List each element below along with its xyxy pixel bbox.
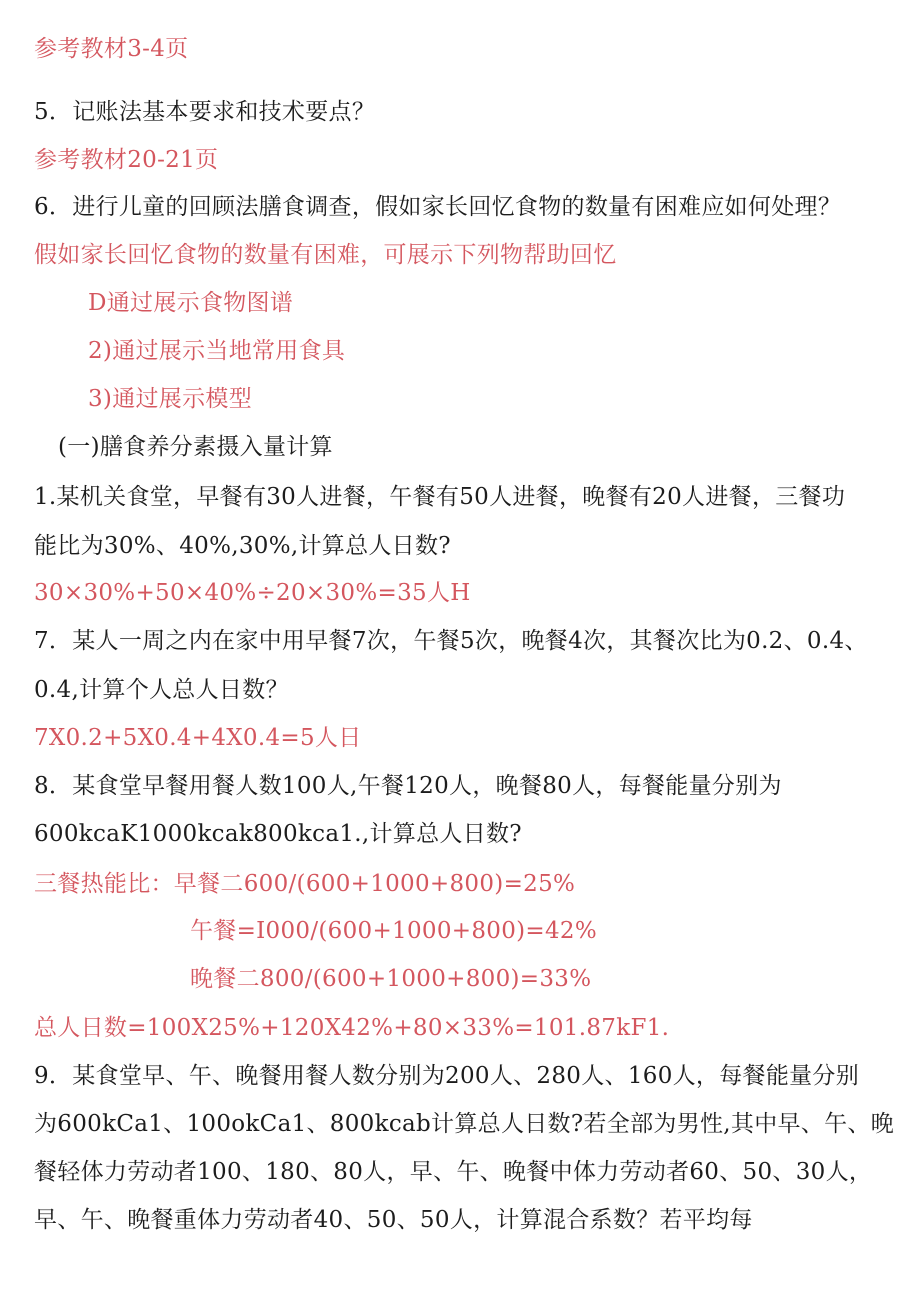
answer-6-item-1: D通过展示食物图谱 <box>88 290 294 316</box>
question-9-line-2: 为600kCa1、100okCa1、800kcab计算总人日数?若全部为男性,其中早、午、晚 <box>34 1111 895 1137</box>
answer-1: 30×30%+50×40%÷20×30%=35人H <box>34 580 471 606</box>
question-7-line-1: 7．某人一周之内在家中用早餐7次，午餐5次，晚餐4次，其餐次比为0.2、0.4、 <box>34 628 868 654</box>
question-1-line-2: 能比为30%、40%,30%,计算总人日数? <box>34 533 451 559</box>
answer-8-total: 总人日数=100X25%+120X42%+80×33%=101.87kF1. <box>34 1015 670 1041</box>
question-6: 6．进行儿童的回顾法膳食调查，假如家长回忆食物的数量有困难应如何处理？ <box>34 194 842 220</box>
answer-ref-pages-20-21: 参考教材20-21页 <box>34 147 219 173</box>
question-9-line-3: 餐轻体力劳动者100、180、80人，早、午、晚餐中体力劳动者60、50、30人， <box>34 1159 873 1185</box>
answer-6-item-3: 3)通过展示模型 <box>88 386 253 412</box>
question-7-line-2: 0.4,计算个人总人日数？ <box>34 677 289 703</box>
question-8-line-1: 8．某食堂早餐用餐人数100人,午餐120人，晚餐80人，每餐能量分别为 <box>34 773 782 799</box>
question-8-line-2: 600kcaK1000kcak800kca1.,计算总人日数? <box>34 821 522 847</box>
answer-6-intro: 假如家长回忆食物的数量有困难，可展示下列物帮助回忆 <box>34 242 617 268</box>
question-9-line-4: 早、午、晚餐重体力劳动者40、50、50人，计算混合系数？若平均每 <box>34 1207 753 1233</box>
question-9-line-1: 9．某食堂早、午、晚餐用餐人数分别为200人、280人、160人，每餐能量分别 <box>34 1063 860 1089</box>
question-1-line-1: 1.某机关食堂，早餐有30人进餐，午餐有50人进餐，晚餐有20人进餐，三餐功 <box>34 484 846 510</box>
section-heading: (一)膳食养分素摄入量计算 <box>58 434 333 460</box>
answer-8-breakfast: 三餐热能比：早餐二600/(600+1000+800)=25% <box>34 871 576 897</box>
answer-8-dinner: 晚餐二800/(600+1000+800)=33% <box>190 966 592 992</box>
answer-ref-pages-3-4: 参考教材3-4页 <box>34 36 189 62</box>
answer-7: 7X0.2+5X0.4+4X0.4=5人日 <box>34 725 362 751</box>
answer-8-lunch: 午餐=I000/(600+1000+800)=42% <box>190 918 598 944</box>
answer-6-item-2: 2)通过展示当地常用食具 <box>88 338 346 364</box>
question-5: 5．记账法基本要求和技术要点？ <box>34 99 376 125</box>
